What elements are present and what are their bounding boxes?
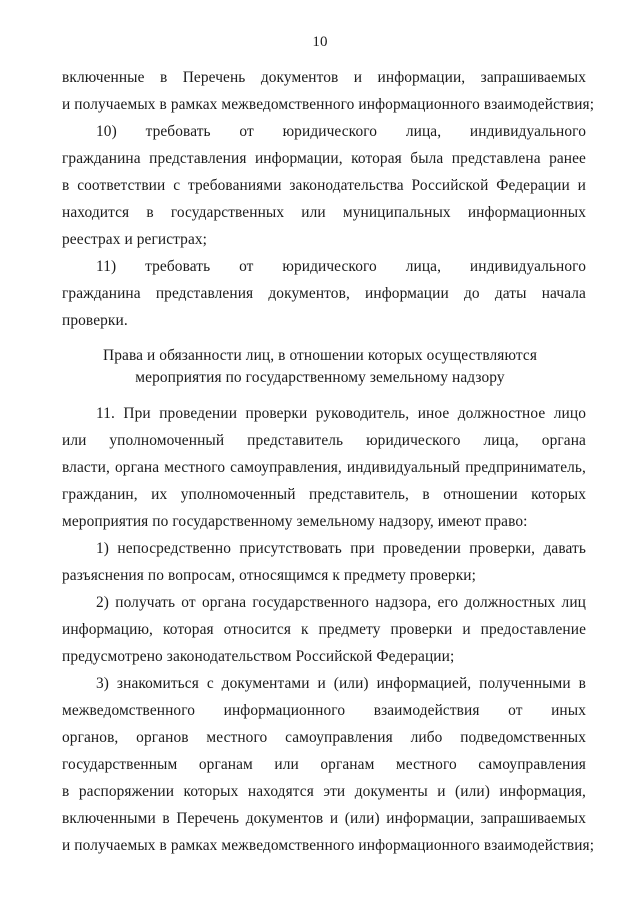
text-line: 10) требовать от юридического лица, индивидуального (96, 123, 586, 140)
text-line: 11) требовать от юридического лица, индивидуального (96, 258, 586, 275)
page-number: 10 (312, 34, 328, 50)
text-line: в распоряжении которых находятся эти документы и (или) информация, (62, 783, 586, 800)
text-line: разъяснения по вопросам, относящимся к предмету проверки; (62, 567, 477, 584)
text-line: и получаемых в рамках межведомственного информационного взаимодействия; (62, 96, 595, 113)
text-line: государственным органам или органам местного самоуправления (62, 756, 586, 773)
section-heading: Права и обязанности лиц, в отношении которых осуществляются (103, 347, 537, 364)
text-line: включенными в Перечень документов и (или) информации, запрашиваемых (62, 810, 586, 827)
text-line: находится в государственных или муниципальных информационных (62, 204, 586, 221)
text-line: межведомственного информационного взаимодействия от иных (62, 702, 586, 719)
text-line: или уполномоченный представитель юридического лица, органа (62, 432, 586, 449)
section-heading: мероприятия по государственному земельному надзору (135, 369, 505, 386)
text-line: 2) получать от органа государственного надзора, его должностных лиц (96, 594, 586, 611)
text-line: гражданина представления информации, которая была представлена ранее (62, 150, 586, 167)
text-line: гражданина представления документов, информации до даты начала (62, 285, 586, 302)
text-line: органов, органов местного самоуправления либо подведомственных (62, 729, 586, 746)
text-line: власти, органа местного самоуправления, индивидуальный предприниматель, (62, 459, 586, 476)
text-line: проверки. (62, 312, 128, 329)
text-line: включенные в Перечень документов и информации, запрашиваемых (62, 69, 586, 86)
text-line: 1) непосредственно присутствовать при проведении проверки, давать (96, 540, 586, 557)
text-line: 11. При проведении проверки руководитель, иное должностное лицо (96, 405, 586, 422)
text-line: мероприятия по государственному земельному надзору, имеют право: (62, 513, 528, 530)
text-line: гражданин, их уполномоченный представитель, в отношении которых (62, 486, 586, 503)
text-line: и получаемых в рамках межведомственного информационного взаимодействия; (62, 837, 595, 854)
text-line: реестрах и регистрах; (62, 231, 208, 248)
text-line: 3) знакомиться с документами и (или) информацией, полученными в (96, 675, 586, 692)
text-line: в соответствии с требованиями законодательства Российской Федерации и (62, 177, 586, 194)
text-line: предусмотрено законодательством Российской Федерации; (62, 648, 455, 665)
text-line: информацию, которая относится к предмету проверки и предоставление (62, 621, 586, 638)
